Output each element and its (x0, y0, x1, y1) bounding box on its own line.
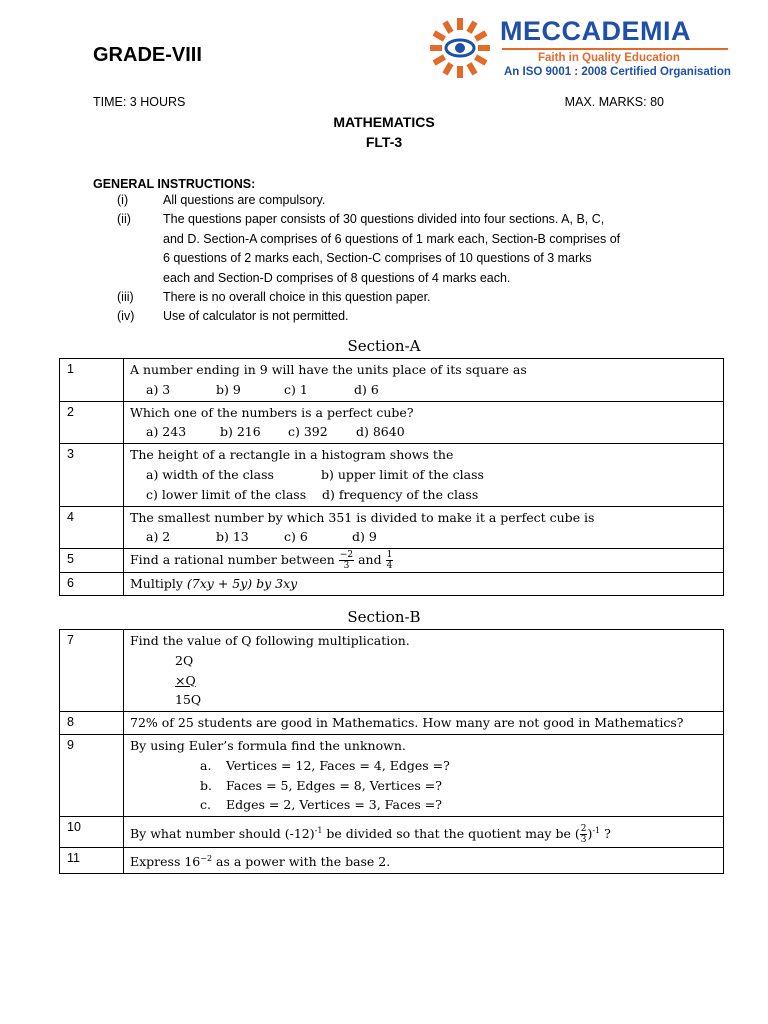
question-cell (124, 359, 724, 402)
instruction-text: The questions paper consists of 30 questions divided into four sections. A, B, C, (163, 212, 605, 227)
multiplication-line: 2Q (175, 652, 194, 668)
question-number: 1 (60, 359, 124, 402)
question-cell (124, 630, 724, 712)
question-row (60, 549, 724, 573)
options-row (130, 422, 717, 442)
question-text: 72% of 25 students are good in Mathematics. How many are not good in Mathematics? (130, 715, 684, 731)
question-row (60, 573, 724, 596)
option: a) width of the class (146, 466, 274, 482)
fraction-numerator: −2 (339, 550, 354, 561)
question-row (60, 630, 724, 712)
fraction (339, 550, 354, 571)
question-cell (124, 848, 724, 874)
options-row (130, 527, 717, 547)
question-cell (124, 401, 724, 444)
option: b) upper limit of the class (321, 466, 484, 482)
instruction-number: (iii) (117, 290, 134, 305)
question-text: Which one of the numbers is a perfect cube? (130, 404, 414, 420)
question-cell (124, 506, 724, 549)
options-row (130, 380, 717, 400)
max-marks-label: MAX. MARKS: 80 (564, 95, 664, 109)
question-number: 8 (60, 712, 124, 735)
option: d) 6 (354, 381, 379, 397)
option: b) 216 (220, 424, 261, 440)
section-b-table (59, 629, 724, 874)
logo-tagline: Faith in Quality Education (538, 52, 680, 64)
options-row (130, 485, 717, 505)
instruction-number: (iv) (117, 309, 135, 324)
question-row (60, 817, 724, 848)
fraction-denominator: 3 (343, 561, 350, 572)
logo-gear-icon (428, 16, 492, 80)
instruction-item (93, 210, 693, 288)
option: a) 243 (146, 424, 187, 440)
multiplication-line: ×Q (175, 672, 196, 688)
question-text: Multiply (130, 576, 183, 592)
question-text: ? (600, 826, 611, 842)
sub-question (130, 776, 717, 796)
question-cell (124, 444, 724, 506)
instruction-number: (ii) (117, 212, 131, 227)
fraction (386, 550, 394, 571)
connector-text: and (358, 552, 382, 568)
question-number: 7 (60, 630, 124, 712)
option: b) 9 (216, 381, 241, 397)
meccademia-logo (428, 14, 732, 78)
question-row (60, 712, 724, 735)
sub-question (130, 756, 717, 776)
instruction-text: There is no overall choice in this question paper. (163, 290, 431, 305)
option: d) frequency of the class (322, 486, 479, 502)
question-cell (124, 573, 724, 596)
question-number: 4 (60, 506, 124, 549)
fraction-denominator: 3 (580, 835, 587, 846)
time-label: TIME: 3 HOURS (93, 95, 186, 109)
fraction-denominator: 4 (386, 561, 393, 572)
question-text: Express 16 (130, 854, 201, 870)
instructions-heading: GENERAL INSTRUCTIONS: (93, 177, 256, 191)
math-expression: (7xy + 5y) by 3xy (186, 576, 298, 592)
question-number: 11 (60, 848, 124, 874)
question-text: By using Euler’s formula find the unknown. (130, 737, 406, 753)
section-b-title: Section-B (347, 608, 421, 626)
question-row (60, 734, 724, 816)
option: c) 6 (284, 529, 308, 545)
question-cell (124, 817, 724, 848)
instruction-text: Use of calculator is not permitted. (163, 309, 349, 324)
question-number: 9 (60, 734, 124, 816)
logo-rule (502, 48, 728, 50)
question-text: The height of a rectangle in a histogram shows the (130, 447, 454, 463)
instruction-text: each and Section-D comprises of 8 questions of 4 marks each. (163, 270, 511, 285)
fraction-numerator: 1 (386, 550, 393, 561)
question-number: 10 (60, 817, 124, 848)
instruction-text: and D. Section-A comprises of 6 questions of 1 mark each, Section-B comprises of (163, 231, 621, 246)
question-text: Find a rational number between (130, 552, 335, 568)
question-row (60, 359, 724, 402)
question-row (60, 506, 724, 549)
exponent: -1 (592, 826, 601, 836)
question-text: be divided so that the quotient may be ( (322, 826, 580, 842)
question-text: The smallest number by which 351 is divided to make it a perfect cube is (130, 509, 595, 525)
option: d) 8640 (356, 424, 405, 440)
question-text: ) (587, 826, 593, 842)
instruction-number: (i) (117, 193, 129, 207)
option: b) 13 (216, 529, 249, 545)
question-number: 3 (60, 444, 124, 506)
question-text: Find the value of Q following multiplication. (130, 633, 410, 648)
exponent: −2 (200, 854, 213, 864)
question-number: 2 (60, 401, 124, 444)
options-row (130, 465, 717, 485)
test-code: FLT-3 (365, 134, 403, 150)
option: a) 3 (146, 381, 171, 397)
question-cell (124, 712, 724, 735)
sub-question (130, 795, 717, 815)
question-row (60, 444, 724, 506)
instructions-list (93, 191, 693, 327)
grade-heading: GRADE-VIII (93, 44, 202, 66)
sub-question-marker: a. (200, 757, 212, 773)
logo-name: MECCADEMIA (500, 16, 691, 46)
exponent: -1 (314, 826, 323, 836)
instruction-text: All questions are compulsory. (163, 193, 326, 207)
section-a-table (59, 358, 724, 596)
option: d) 9 (352, 529, 377, 545)
question-text: By what number should (-12) (130, 826, 315, 842)
option: c) 1 (284, 381, 308, 397)
instruction-item (93, 288, 693, 307)
multiplication-line: 15Q (175, 692, 202, 708)
option: c) 392 (288, 424, 328, 440)
section-a-title: Section-A (347, 337, 421, 355)
question-row (60, 401, 724, 444)
question-number: 6 (60, 573, 124, 596)
sub-question-text: Faces = 5, Edges = 8, Vertices =? (226, 777, 442, 793)
instruction-text: 6 questions of 2 marks each, Section-C comprises of 10 questions of 3 marks (163, 251, 592, 266)
subject-title: MATHEMATICS (333, 114, 435, 130)
option: c) lower limit of the class (146, 486, 307, 502)
logo-certification: An ISO 9001 : 2008 Certified Organisation (504, 66, 731, 78)
question-text: as a power with the base 2. (212, 854, 391, 870)
sub-question-marker: b. (200, 777, 212, 793)
option: a) 2 (146, 529, 171, 545)
instruction-item (93, 191, 693, 210)
question-cell (124, 734, 724, 816)
question-text: A number ending in 9 will have the units place of its square as (130, 362, 527, 377)
question-cell (124, 549, 724, 573)
question-number: 5 (60, 549, 124, 573)
sub-question-text: Edges = 2, Vertices = 3, Faces =? (226, 797, 442, 813)
instruction-item (93, 307, 693, 326)
sub-question-text: Vertices = 12, Faces = 4, Edges =? (226, 757, 450, 773)
fraction-numerator: 2 (580, 824, 587, 835)
question-row (60, 848, 724, 874)
sub-question-marker: c. (200, 797, 211, 813)
